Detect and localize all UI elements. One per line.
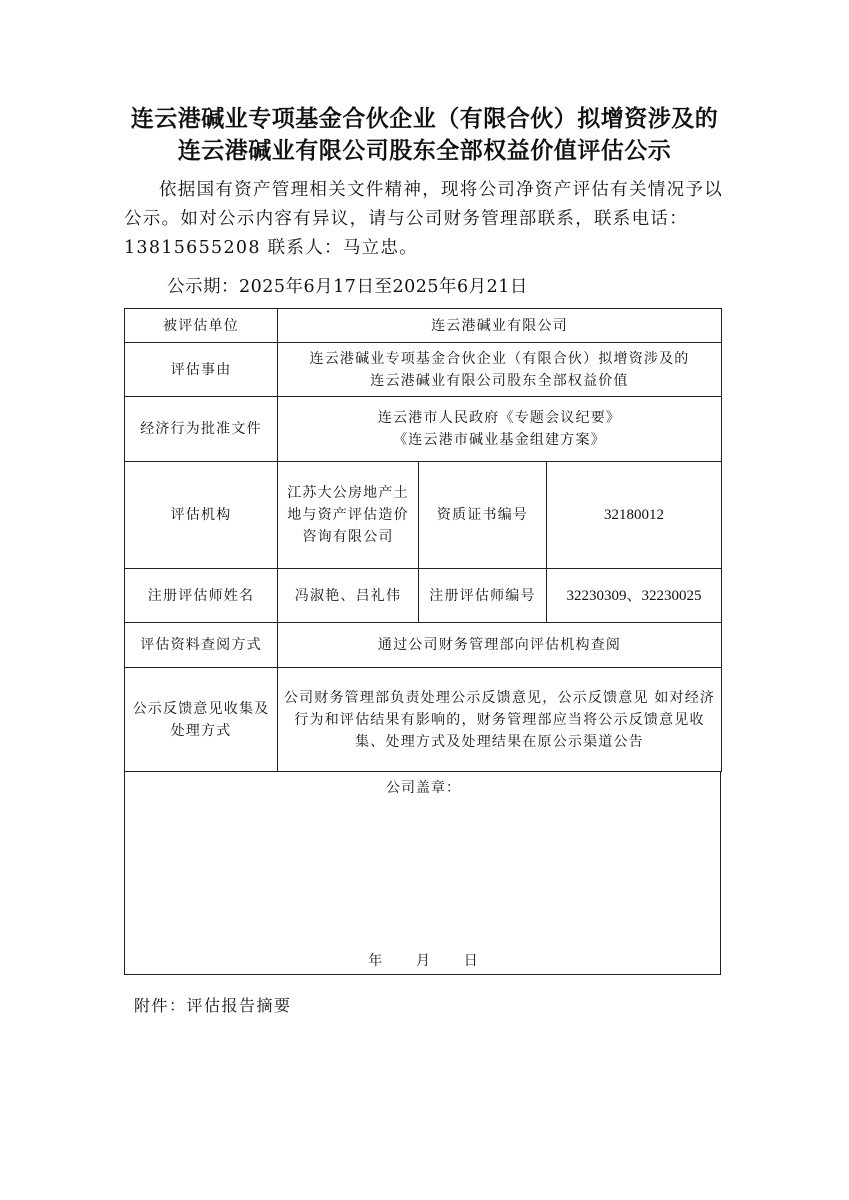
reason-line-1: 连云港碱业专项基金合伙企业（有限合伙）拟增资涉及的: [309, 350, 690, 367]
reason-line-2: 连云港碱业有限公司股东全部权益价值: [370, 372, 629, 389]
publicity-period: 公示期：2025年6月17日至2025年6月21日: [167, 277, 528, 297]
intro-text: 依据国有资产管理相关文件精神，现将公司净资产评估有关情况予以公示。如对公示内容有异议，请与公司财务管理部联系，联系电话：13815655208 联系人：马立忠。: [124, 180, 723, 258]
table-row: [125, 343, 722, 397]
cert-value: 32180012: [547, 462, 722, 569]
appraiser-label: 注册评估师姓名: [125, 569, 278, 623]
table-row: [125, 668, 722, 772]
agency-value: 江苏大公房地产土地与资产评估造价咨询有限公司: [278, 462, 419, 569]
reason-label: 评估事由: [125, 343, 278, 397]
attachment-note: 附件：评估报告摘要: [134, 996, 292, 1015]
company-stamp-box: [124, 771, 721, 975]
appraiser-no-value: 32230309、32230025: [547, 569, 722, 623]
approval-line-1: 连云港市人民政府《专题会议纪要》: [377, 410, 622, 426]
table-row: [125, 569, 722, 623]
table-row: [125, 309, 722, 343]
unit-label: 被评估单位: [125, 309, 278, 343]
table-row: [125, 462, 722, 569]
approval-label: 经济行为批准文件: [125, 397, 278, 462]
title-line-2: 连云港碱业有限公司股东全部权益价值评估公示: [177, 138, 672, 164]
cert-label: 资质证书编号: [419, 462, 547, 569]
date-row: [125, 950, 722, 970]
intro-paragraph: [124, 176, 724, 263]
table-row: [125, 397, 722, 462]
approval-value: [278, 397, 722, 462]
date-month: 月: [416, 953, 431, 969]
stamp-label: 公司盖章：: [386, 780, 461, 796]
access-label: 评估资料查阅方式: [125, 623, 278, 668]
unit-value: 连云港碱业有限公司: [278, 309, 722, 343]
approval-line-2: 《连云港市碱业基金组建方案》: [393, 432, 606, 448]
date-year: 年: [368, 953, 384, 969]
feedback-label: 公示反馈意见收集及处理方式: [125, 668, 278, 772]
appraiser-value: 冯淑艳、吕礼伟: [278, 569, 419, 623]
appraiser-no-label: 注册评估师编号: [419, 569, 547, 623]
agency-label: 评估机构: [125, 462, 278, 569]
date-day: 日: [463, 953, 479, 969]
access-value: 通过公司财务管理部向评估机构查阅: [278, 623, 722, 668]
reason-value: [278, 343, 722, 397]
table-row: [125, 623, 722, 668]
title-line-1: 连云港碱业专项基金合伙企业（有限合伙）拟增资涉及的: [130, 106, 719, 132]
feedback-value: 公司财务管理部负责处理公示反馈意见，公示反馈意见 如对经济行为和评估结果有影响的，财务管理部应当将公示反馈意见收集、处理方式及处理结果在原公示渠道公告: [278, 668, 722, 772]
appraisal-info-table: [124, 308, 722, 772]
